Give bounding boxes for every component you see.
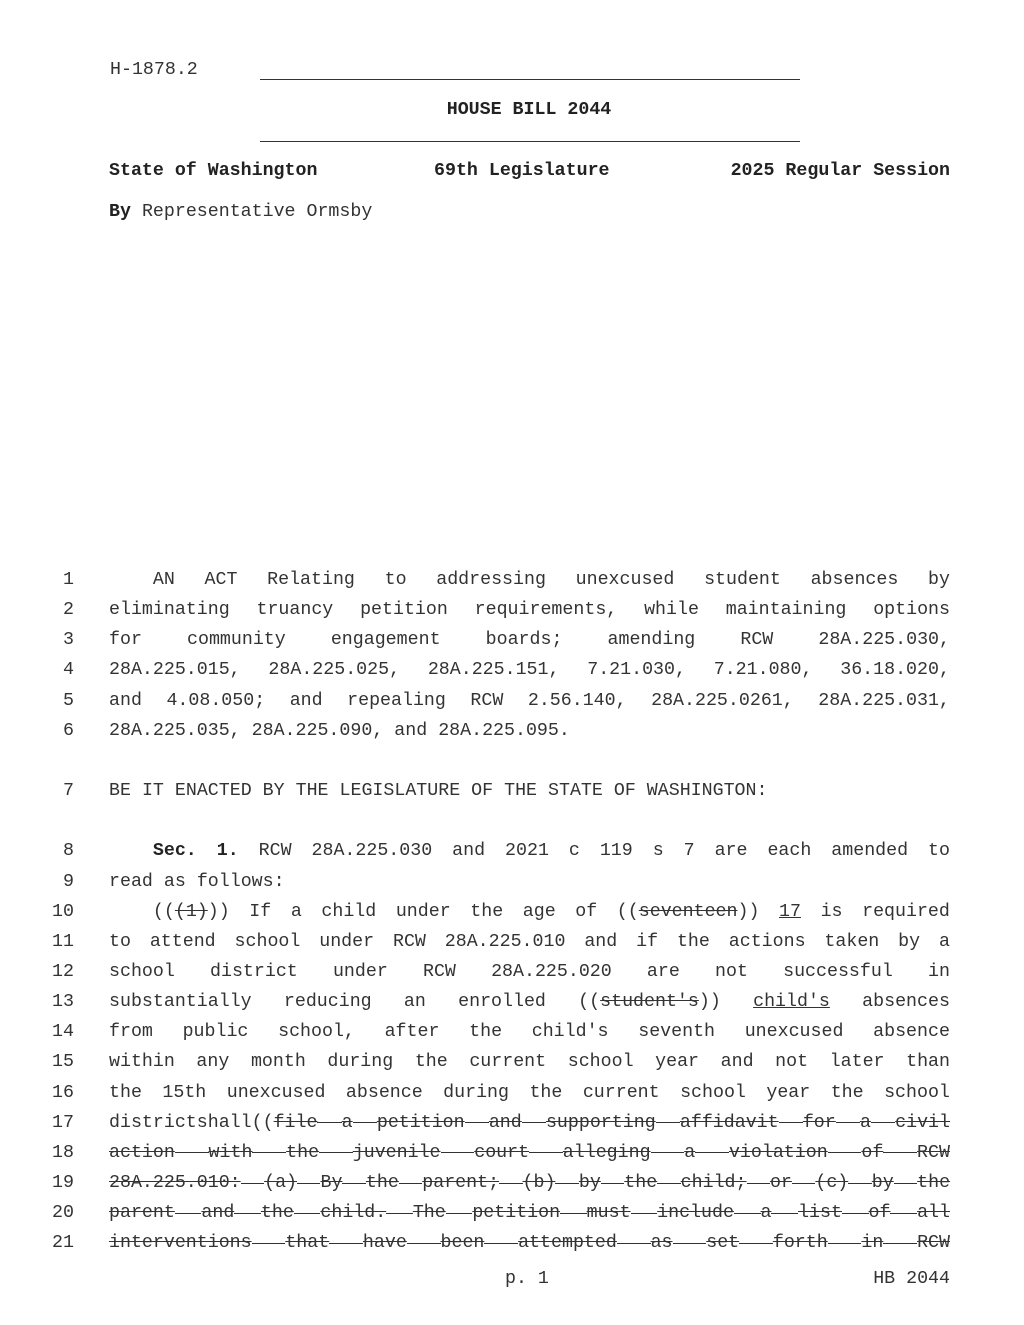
strike-gap — [883, 1243, 917, 1245]
strike-gap — [894, 1183, 917, 1185]
strike-gap — [631, 1213, 658, 1215]
bill-text-line: action with the juvenile court alleging a violation of RCW — [109, 1142, 950, 1163]
strike-gap — [441, 1152, 475, 1154]
line-number: 3 — [63, 630, 74, 651]
line-number: 17 — [52, 1112, 74, 1133]
strike-gap — [734, 1213, 761, 1215]
legislature: 69th Legislature — [434, 161, 610, 181]
strike-gap — [252, 1243, 286, 1245]
strike-gap — [522, 1122, 546, 1124]
strike-gap — [465, 1122, 489, 1124]
line-number: 15 — [52, 1052, 74, 1073]
bill-title: HOUSE BILL 2044 — [446, 100, 612, 120]
line-number: 2 — [63, 600, 74, 621]
strike-gap — [529, 1152, 563, 1154]
strike-gap — [319, 1152, 353, 1154]
line-number: 6 — [63, 720, 74, 741]
line-number: 7 — [63, 781, 74, 802]
indent — [109, 902, 153, 922]
strike-gap — [779, 1122, 803, 1124]
bill-text-line: school district under RCW 28A.225.020 are not successful in — [109, 961, 950, 982]
line-number: 1 — [63, 570, 74, 590]
strike-gap — [484, 1243, 518, 1245]
bill-text-line: district shall ((file a petition and supporting affidavit for a civil — [109, 1112, 950, 1133]
strike-gap — [342, 1183, 365, 1185]
page-number: p. 1 — [505, 1269, 549, 1289]
strike-gap — [175, 1213, 202, 1215]
strike-gap — [241, 1183, 264, 1185]
sponsor-name: Representative Ormsby — [141, 202, 373, 222]
strike-gap — [353, 1122, 377, 1124]
strike-gap — [175, 1152, 209, 1154]
line-number: 12 — [52, 961, 74, 982]
bill-text-line: substantially reducing an enrolled ((student's)) child's absences — [109, 992, 950, 1013]
bill-text-line: 28A.225.010: (a) By the parent; (b) by the child; or (c) by the — [109, 1173, 951, 1193]
strike-gap — [399, 1183, 422, 1185]
strike-gap — [651, 1152, 685, 1154]
bill-text-line: eliminating truancy petition requirements, while maintaining options — [109, 600, 950, 621]
strike-gap — [297, 1183, 320, 1185]
strike-gap — [828, 1152, 862, 1154]
line-number: 10 — [52, 901, 74, 922]
bill-text-line: parent and the child. The petition must include a list of all — [109, 1203, 950, 1224]
bill-text-line: and 4.08.050; and repealing RCW 2.56.140, 28A.225.0261, 28A.225.031, — [109, 690, 950, 711]
indent — [109, 841, 153, 861]
strike-gap — [446, 1213, 473, 1215]
draft-id: H-1878.2 — [110, 60, 198, 80]
sponsor-line — [109, 200, 372, 224]
strike-gap — [890, 1213, 917, 1215]
bill-text-line: within any month during the current school year and not later than — [109, 1052, 950, 1073]
strike-gap — [883, 1152, 917, 1154]
strike-gap — [695, 1152, 729, 1154]
line-number: 21 — [52, 1233, 74, 1254]
strike-gap — [294, 1213, 321, 1215]
line-number: 18 — [52, 1142, 74, 1163]
line-number: 9 — [63, 871, 74, 892]
bill-text-line: interventions that have been attempted as set forth in RCW — [109, 1233, 950, 1254]
strike-gap — [317, 1122, 341, 1124]
bill-text-line: AN ACT Relating to addressing unexcused student absences by — [109, 568, 950, 592]
strike-gap — [792, 1183, 815, 1185]
line-number: 13 — [52, 992, 74, 1013]
strike-gap — [848, 1183, 871, 1185]
line-number: 16 — [52, 1082, 74, 1103]
state-name: State of Washington — [109, 161, 318, 181]
strike-gap — [407, 1243, 441, 1245]
bill-text-line: to attend school under RCW 28A.225.010 and if the actions taken by a — [109, 931, 950, 952]
strike-gap — [329, 1243, 363, 1245]
title-top-rule — [260, 79, 800, 80]
bill-text-line: from public school, after the child's seventh unexcused absence — [109, 1022, 950, 1043]
strike-gap — [555, 1183, 578, 1185]
indent — [109, 570, 153, 590]
line-number: 8 — [63, 841, 74, 862]
strike-gap — [673, 1243, 707, 1245]
strike-gap — [560, 1213, 587, 1215]
strike-gap — [657, 1183, 680, 1185]
line-number: 19 — [52, 1173, 74, 1193]
line-number: 4 — [63, 660, 74, 681]
title-bottom-rule — [260, 141, 800, 142]
strike-gap — [828, 1243, 862, 1245]
line-number: 14 — [52, 1022, 74, 1043]
strike-gap — [739, 1243, 773, 1245]
strike-gap — [386, 1213, 413, 1215]
sponsor-prefix: By — [109, 202, 131, 222]
strike-gap — [656, 1122, 680, 1124]
strike-gap — [836, 1122, 860, 1124]
bill-reference: HB 2044 — [873, 1269, 950, 1289]
strike-gap — [601, 1183, 624, 1185]
strike-gap — [252, 1152, 286, 1154]
strike-gap — [234, 1213, 261, 1215]
bill-text-line: Sec. 1. RCW 28A.225.030 and 2021 c 119 s 7 are each amended to — [109, 839, 950, 863]
bill-text-line: 28A.225.035, 28A.225.090, and 28A.225.095. — [109, 720, 570, 741]
strike-gap — [771, 1213, 798, 1215]
strike-gap — [842, 1213, 869, 1215]
bill-text-line: BE IT ENACTED BY THE LEGISLATURE OF THE STATE OF WASHINGTON: — [109, 781, 768, 802]
session: 2025 Regular Session — [730, 161, 950, 181]
strike-gap — [499, 1183, 522, 1185]
bill-text-line: (((1))) If a child under the age of ((seventeen)) 17 is required — [109, 900, 950, 924]
bill-text-line: read as follows: — [109, 871, 285, 892]
bill-text-line: for community engagement boards; amending RCW 28A.225.030, — [109, 630, 950, 651]
bill-text-line: the 15th unexcused absence during the current school year the school — [109, 1082, 950, 1103]
strike-gap — [747, 1183, 770, 1185]
line-number: 5 — [63, 690, 74, 711]
strike-gap — [871, 1122, 895, 1124]
line-number: 11 — [52, 931, 74, 952]
bill-text-line: 28A.225.015, 28A.225.025, 28A.225.151, 7.21.030, 7.21.080, 36.18.020, — [109, 660, 950, 681]
strike-gap — [617, 1243, 651, 1245]
line-number: 20 — [52, 1203, 74, 1224]
